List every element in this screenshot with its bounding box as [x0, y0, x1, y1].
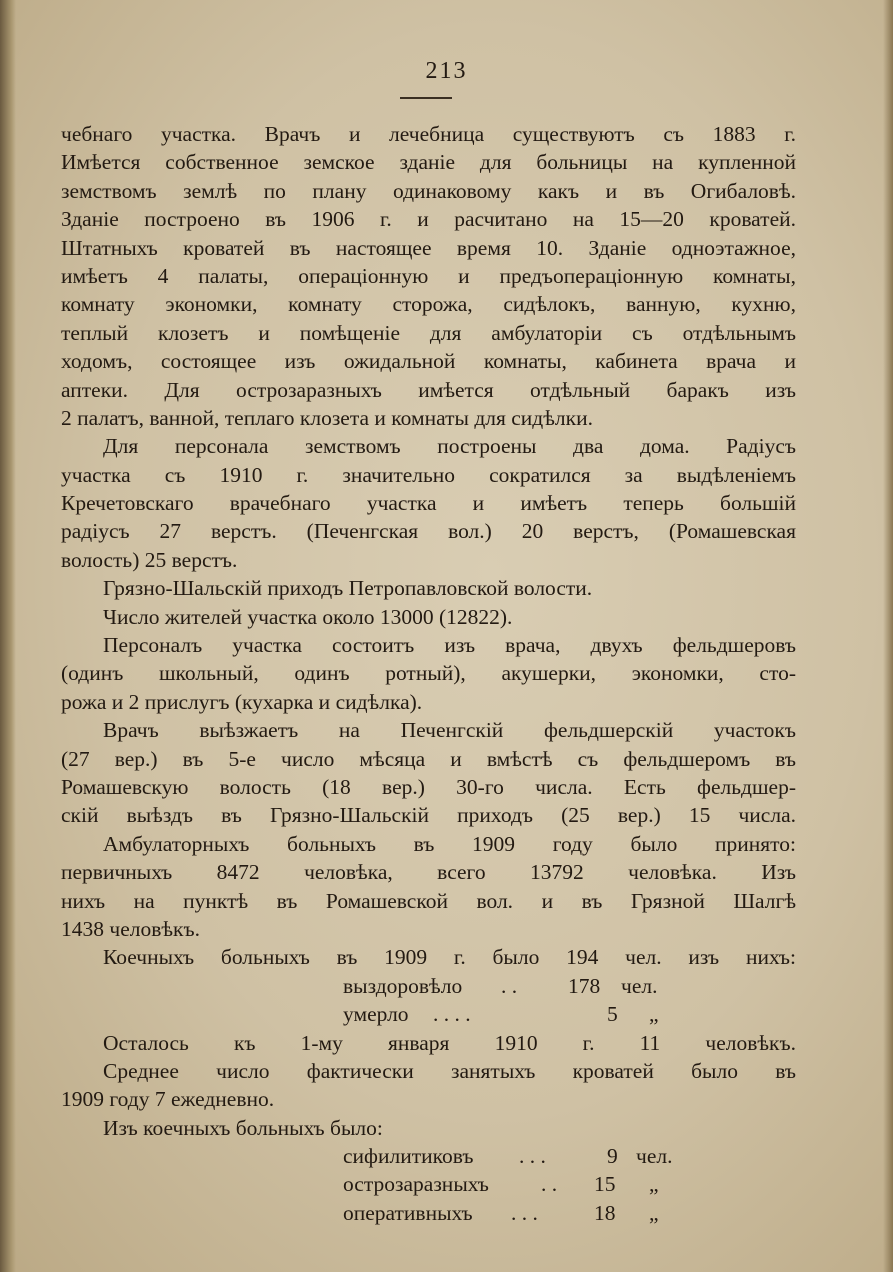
text-line: Осталось къ 1-му января 1910 г. 11 человѣкъ. [103, 1030, 796, 1055]
text-line: Изъ коечныхъ больныхъ было: [103, 1115, 383, 1140]
category-dots: . . . [511, 1200, 538, 1225]
page-number: 213 [425, 58, 468, 84]
outcome-unit: чел. [621, 973, 658, 998]
text-line: (одинъ школьный, одинъ ротный), акушерки, экономки, сто- [61, 661, 796, 686]
text-line: Ромашевскую волость (18 вер.) 30-го числа. Есть фельдшер- [61, 774, 796, 799]
text-line: 2 палатъ, ванной, теплаго клозета и комнаты для сидѣлки. [61, 405, 593, 430]
text-line: Штатныхъ кроватей въ настоящее время 10. Зданіе одноэтажное, [61, 235, 796, 260]
category-label: сифилитиковъ [343, 1144, 474, 1169]
category-dots: . . [541, 1172, 558, 1197]
outcome-dots: . . . . [433, 1002, 471, 1027]
text-line: (27 вер.) въ 5-е число мѣсяца и вмѣстѣ съ фельдшеромъ въ [61, 746, 796, 771]
category-unit: чел. [636, 1144, 673, 1169]
outcome-label: умерло [343, 1002, 409, 1027]
text-line: 1909 году 7 ежедневно. [61, 1087, 275, 1112]
text-line: Кречетовскаго врачебнаго участка и имѣетъ теперь большій [61, 491, 796, 516]
text-line: 1438 человѣкъ. [61, 916, 200, 941]
text-line: комнату экономки, комнату сторожа, сидѣлокъ, ванную, кухню, [61, 292, 796, 317]
text-line: рожа и 2 прислугъ (кухарка и сидѣлка). [61, 689, 423, 714]
category-dots: . . . [519, 1144, 546, 1169]
page-binding-edge [0, 0, 16, 1272]
text-line: Персоналъ участка состоитъ изъ врача, двухъ фельдшеровъ [103, 633, 796, 658]
category-unit: „ [649, 1172, 659, 1197]
outcome-unit: „ [649, 1002, 659, 1027]
outcome-row [61, 1000, 796, 1028]
text-line: Коечныхъ больныхъ въ 1909 г. было 194 чел. изъ нихъ: [103, 945, 796, 970]
text-line: чебнаго участка. Врачъ и лечебница существуютъ съ 1883 г. [61, 122, 796, 146]
text-line: имѣетъ 4 палаты, операціонную и предъоперaціонную комнаты, [61, 263, 796, 288]
text-line: скій выѣздъ въ Грязно-Шальскій приходъ (25 вер.) 15 числа. [61, 803, 796, 828]
text-line: первичныхъ 8472 человѣка, всего 13792 человѣка. Изъ [61, 860, 796, 885]
category-label: оперативныхъ [343, 1200, 473, 1225]
text-line: аптеки. Для острозаразныхъ имѣется отдѣльный баракъ изъ [61, 377, 796, 402]
category-row [61, 1142, 796, 1170]
text-line: Грязно-Шальскій приходъ Петропавловской волости. [103, 576, 593, 601]
outcome-label: выздоровѣло [343, 973, 463, 998]
page-number-rule [400, 97, 452, 99]
text-line: ходомъ, состоящее изъ ожидальной комнаты, кабинета врача и [61, 349, 796, 374]
outcome-value: 178 [568, 973, 601, 998]
body-text [61, 120, 796, 1227]
text-line: радіусъ 27 верстъ. (Печенгская вол.) 20 верстъ, (Ромашевская [61, 519, 796, 544]
text-line: Амбулаторныхъ больныхъ въ 1909 году было принято: [103, 831, 796, 856]
text-line: нихъ на пунктѣ въ Ромашевской вол. и въ Грязной Шалгѣ [61, 888, 796, 913]
category-value: 18 [594, 1200, 616, 1225]
text-line: земствомъ землѣ по плану одинаковому какъ и въ Огибаловѣ. [61, 178, 796, 203]
text-line: Число жителей участка около 13000 (12822). [103, 604, 513, 629]
outcome-row [61, 972, 796, 1000]
text-line: Зданіе построено въ 1906 г. и расчитано на 15—20 кроватей. [61, 207, 796, 232]
text-line: Среднее число фактически занятыхъ кроватей было въ [103, 1058, 796, 1083]
category-value: 9 [607, 1144, 618, 1169]
outcome-value: 5 [607, 1002, 618, 1027]
category-row [61, 1170, 796, 1198]
text-line: волость) 25 верстъ. [61, 547, 238, 572]
text-line: Врачъ выѣзжаетъ на Печенгскій фельдшерскій участокъ [103, 718, 796, 743]
category-label: острозаразныхъ [343, 1172, 489, 1197]
outcome-dots: . . [501, 973, 518, 998]
category-value: 15 [594, 1172, 616, 1197]
category-row [61, 1199, 796, 1227]
category-unit: „ [649, 1200, 659, 1225]
text-line: Для персонала земствомъ построены два дома. Радіусъ [103, 434, 796, 459]
text-line: теплый клозетъ и помѣщеніе для амбулаторіи съ отдѣльнымъ [61, 320, 796, 345]
text-line: участка съ 1910 г. значительно сократился за выдѣленіемъ [61, 462, 796, 487]
text-line: Имѣется собственное земское зданіе для больницы на купленной [61, 150, 796, 175]
page-right-edge [883, 0, 893, 1272]
